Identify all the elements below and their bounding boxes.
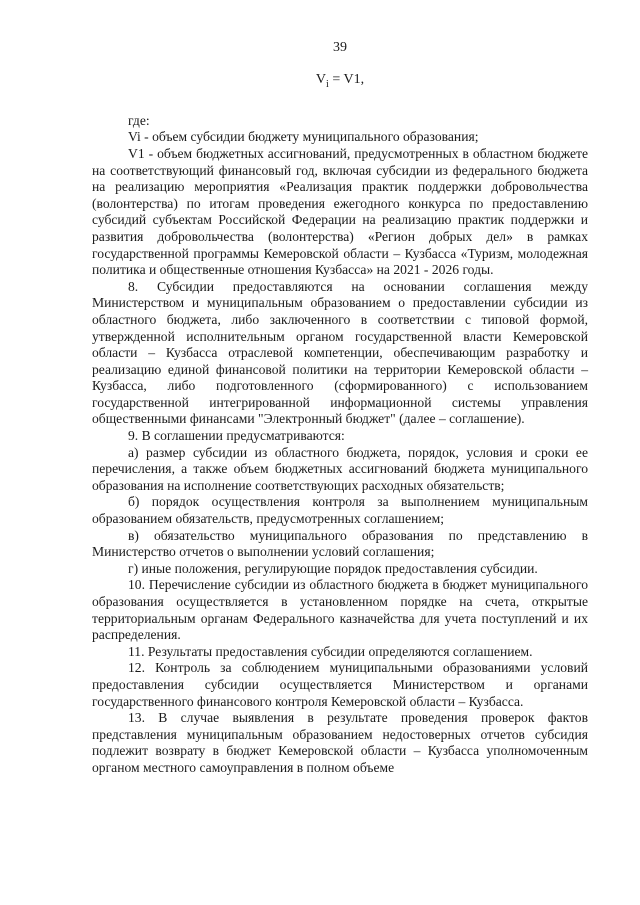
paragraph-9: 9. В соглашении предусматриваются: [128, 428, 345, 444]
formula-rhs: = V1, [332, 72, 365, 87]
paragraph-vi-definition: Vi - объем субсидии бюджету муниципального образования; [128, 129, 479, 145]
page-number: 39 [333, 40, 347, 55]
formula [92, 72, 588, 93]
formula-lhs-sub: i [326, 78, 329, 90]
paragraph-where: где: [128, 112, 150, 128]
paragraph-9b: б) порядок осуществления контроля за выполнением муниципальным образованием обязательств, предусмотренных соглашением; [92, 494, 588, 527]
paragraph-11: 11. Результаты предоставления субсидии определяются соглашением. [128, 643, 533, 659]
paragraph-13: 13. В случае выявления в результате проведения проверок фактов представления муниципальным образованием недостоверных отчетов субсидия подлежит возврату в бюджет Кемеровской области – Кузбасса уполномоченным органом местного самоуправления в полном объеме [92, 710, 588, 775]
paragraph-8: 8. Субсидии предоставляются на основании соглашения между Министерством и муниципальным образованием о предоставлении субсидии из областного бюджета, либо заключенного в соответствии с типовой формой, утвержденной исполнительным органом государственной власти Кемеровской области – Кузбасса отраслевой компетенции, обеспечивающим разработку и реализацию единой финансовой политики на территории Кемеровской области – Кузбасса, либо подготовленного (сформированного) с использованием государственной интегрированной информационной системы управления общественными финансами "Электронный бюджет" (далее – соглашение). [92, 278, 588, 427]
paragraph-v1-definition: V1 - объем бюджетных ассигнований, предусмотренных в областном бюджете на соответствующий финансовый год, включая субсидии из федерального бюджета на реализацию мероприятия «Реализация практик поддержки добровольчества (волонтерства) по итогам проведения ежегодного конкурса по предоставлению субсидий субъектам Российской Федерации на реализацию практик поддержки и развития добровольчества (волонтерства) «Регион добрых дел» в рамках государственной программы Кемеровской области – Кузбасса «Туризм, молодежная политика и общественные отношения Кузбасса» на 2021 - 2026 годы. [92, 145, 588, 278]
paragraph-12: 12. Контроль за соблюдением муниципальными образованиями условий предоставления субсидии осуществляется Министерством и органами государственного финансового контроля Кемеровской области – Кузбасса. [92, 660, 588, 709]
paragraph-9v: в) обязательство муниципального образования по представлению в Министерство отчетов о выполнении условий соглашения; [92, 527, 588, 560]
paragraph-9g: г) иные положения, регулирующие порядок предоставления субсидии. [128, 560, 538, 576]
paragraph-9a: а) размер субсидии из областного бюджета, порядок, условия и сроки ее перечисления, а также объем бюджетных ассигнований бюджета муниципального образования на исполнение соответствующих расходных обязательств; [92, 444, 588, 493]
paragraph-10: 10. Перечисление субсидии из областного бюджета в бюджет муниципального образования осуществляется в установленном порядке на счета, открытые территориальным органам Федерального казначейства для учета поступлений и их распределения. [92, 577, 588, 643]
formula-lhs-base: V [315, 72, 327, 87]
